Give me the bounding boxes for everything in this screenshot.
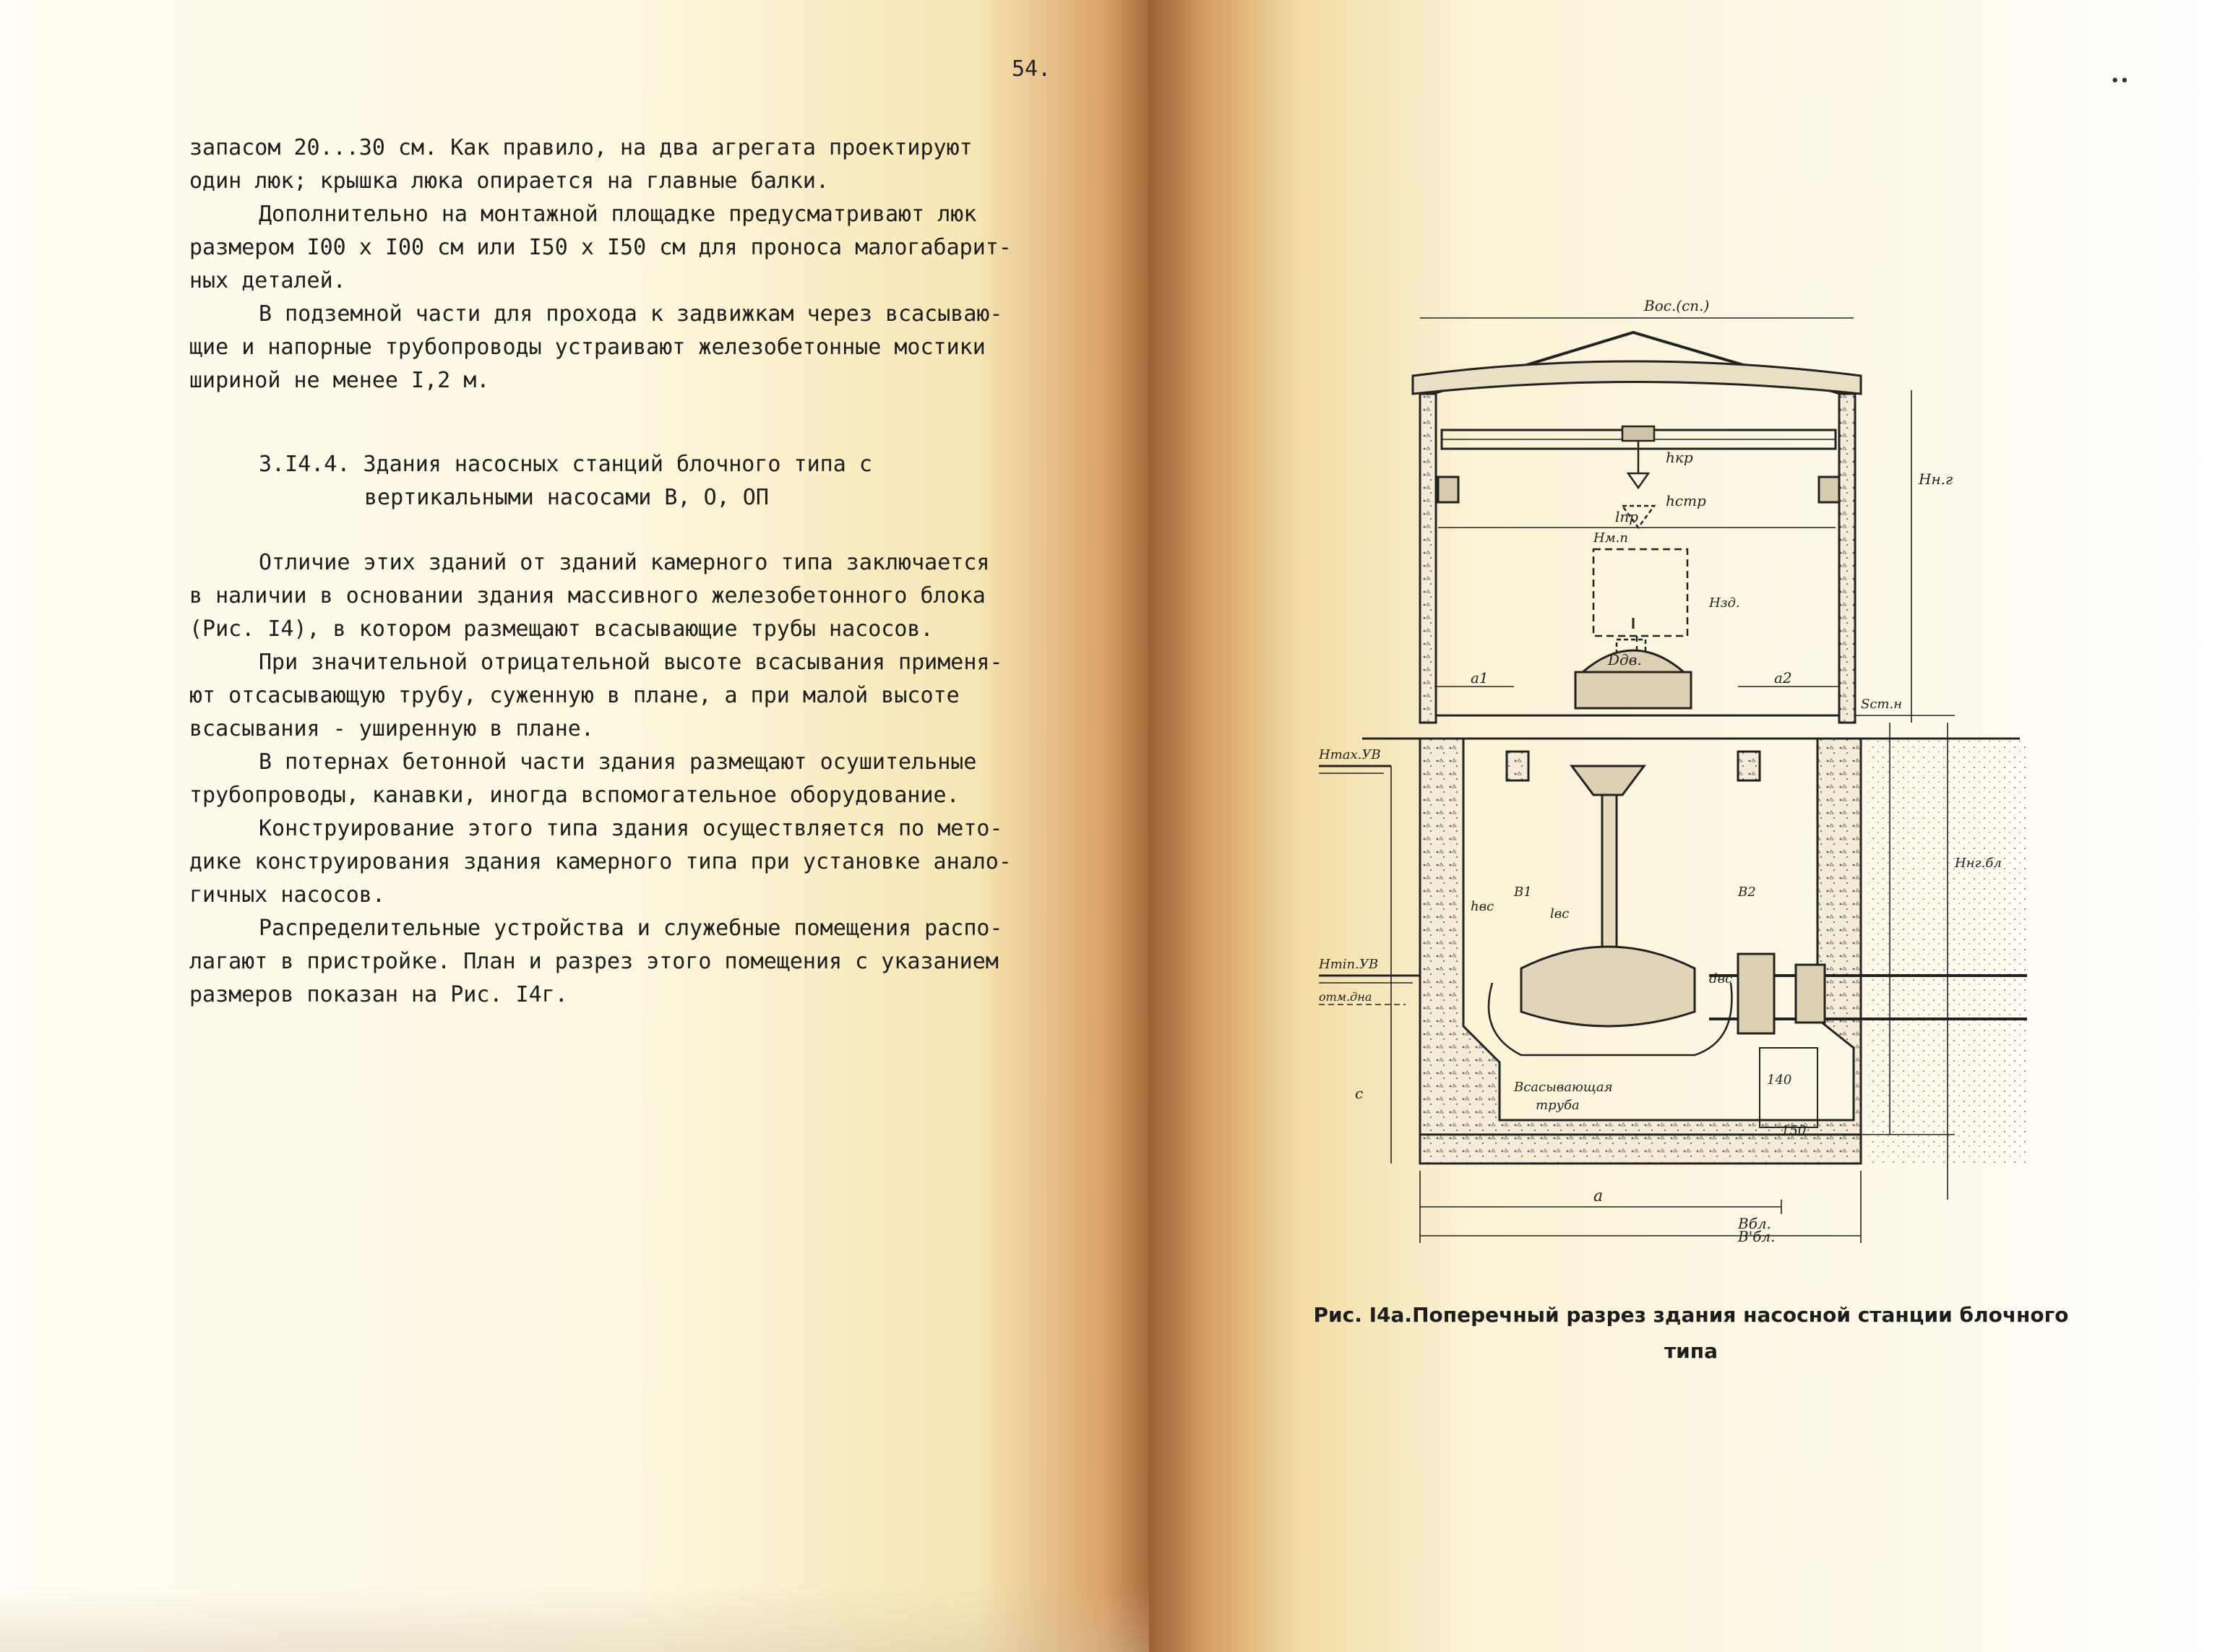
label-vs-truba-1: Всасывающая (1514, 1080, 1613, 1095)
label-b-top: Вос.(сп.) (1644, 297, 1710, 314)
label-l-pr: lпр (1615, 508, 1639, 525)
text-line: ных деталей. (189, 268, 346, 293)
text-line: щие и напорные трубопроводы устраивают железобетонные мостики (189, 335, 986, 360)
caption-line: Рис. I4а.Поперечный разрез здания насосной станции блочного (1313, 1303, 2069, 1327)
figure-caption (1312, 1297, 2070, 1369)
text-line: размером I00 x I00 см или I50 x I50 см для проноса малогабарит- (189, 235, 1012, 260)
paragraph (189, 746, 1012, 812)
paragraph (189, 812, 1012, 912)
text-line: ют отсасывающую трубу, суженную в плане, а при малой высоте (189, 683, 960, 708)
label-vs-truba-2: труба (1536, 1098, 1580, 1113)
text-line: дике конструирования здания камерного типа при установке анало- (189, 849, 1012, 874)
label-c: с (1355, 1085, 1364, 1102)
label-b2: В2 (1738, 885, 1756, 900)
label-nv-lower: Нmin.УВ (1319, 957, 1379, 972)
text-line: В потернах бетонной части здания размещают осушительные (259, 749, 977, 775)
text-line: трубопроводы, канавки, иногда вспомогательное оборудование. (189, 783, 960, 808)
text-line: При значительной отрицательной высоте всасывания применя- (259, 650, 1003, 675)
page-number: 54. (1012, 56, 1051, 82)
label-h-str: hстр (1666, 492, 1706, 509)
corner-mark: •• (2110, 72, 2130, 90)
label-h-nad: Нзд. (1709, 595, 1740, 611)
text-line: всасывания - уширенную в плане. (189, 716, 594, 741)
label-d-vs: dвс (1709, 971, 1733, 986)
text-line: Распределительные устройства и служебные помещения распо- (259, 916, 1003, 941)
text-line: гичных насосов. (189, 882, 385, 908)
paragraph (189, 912, 1012, 1012)
heading-line: 3.I4.4. Здания насосных станций блочного типа с (259, 452, 872, 477)
paragraph (189, 132, 1012, 198)
caption-line: типа (1664, 1339, 1718, 1363)
paragraph (189, 646, 1012, 746)
text-line: (Рис. I4), в котором размещают всасывающие трубы насосов. (189, 616, 934, 642)
label-s-st: Sст.н (1861, 697, 1903, 712)
right-page (1149, 0, 2220, 1652)
top-text-block (189, 132, 1012, 397)
label-nv-upper: Нmax.УВ (1319, 747, 1381, 762)
text-line: размеров показан на Рис. I4г. (189, 982, 568, 1007)
label-a2: а2 (1774, 669, 1792, 687)
main-text-block (189, 546, 1012, 1012)
paragraph (189, 546, 1012, 646)
label-b1: В1 (1514, 885, 1532, 900)
cross-section-drawing (1304, 289, 2070, 1243)
label-h-vs: hвс (1471, 899, 1494, 914)
paragraph (189, 298, 1012, 397)
cross-section-figure (1304, 289, 2070, 1243)
label-dim-140: 140 (1767, 1072, 1792, 1088)
label-b-bl2: В'бл. (1738, 1228, 1776, 1243)
label-dno: отм.дна (1319, 990, 1372, 1004)
label-d-dv: Dдв. (1608, 651, 1642, 668)
text-line: Дополнительно на монтажной площадке предусматривают люк (259, 202, 977, 227)
soil-hatch (1868, 739, 2027, 1163)
label-b-bl: Вбл. (1738, 1215, 1771, 1232)
text-line: один люк; крышка люка опирается на главные балки. (189, 168, 830, 194)
label-h-mp: Нм.п (1593, 530, 1628, 546)
label-h-ng: Нн.г (1919, 470, 1953, 488)
text-line: шириной не менее I,2 м. (189, 368, 490, 393)
text-line: Отличие этих зданий от зданий камерного типа заключается (259, 550, 990, 575)
label-h-bl: Ннг.бл (1955, 856, 2002, 871)
label-dim-150: 150 (1781, 1123, 1807, 1138)
heading-line: вертикальными насосами В, О, ОП (364, 485, 769, 510)
label-a1: а1 (1471, 669, 1489, 687)
section-heading (259, 448, 872, 515)
text-line: в наличии в основании здания массивного железобетонного блока (189, 583, 986, 608)
text-line: В подземной части для прохода к задвижкам через всасываю- (259, 301, 1003, 327)
text-line: запасом 20...30 см. Как правило, на два агрегата проектируют (189, 135, 973, 160)
label-l-vs: lвс (1550, 906, 1570, 921)
label-a: а (1593, 1187, 1604, 1205)
text-line: Конструирование этого типа здания осуществляется по мето- (259, 816, 1003, 841)
paragraph (189, 198, 1012, 298)
label-h-kr: hкр (1666, 449, 1693, 466)
text-line: лагают в пристройке. План и разрез этого помещения с указанием (189, 949, 999, 974)
